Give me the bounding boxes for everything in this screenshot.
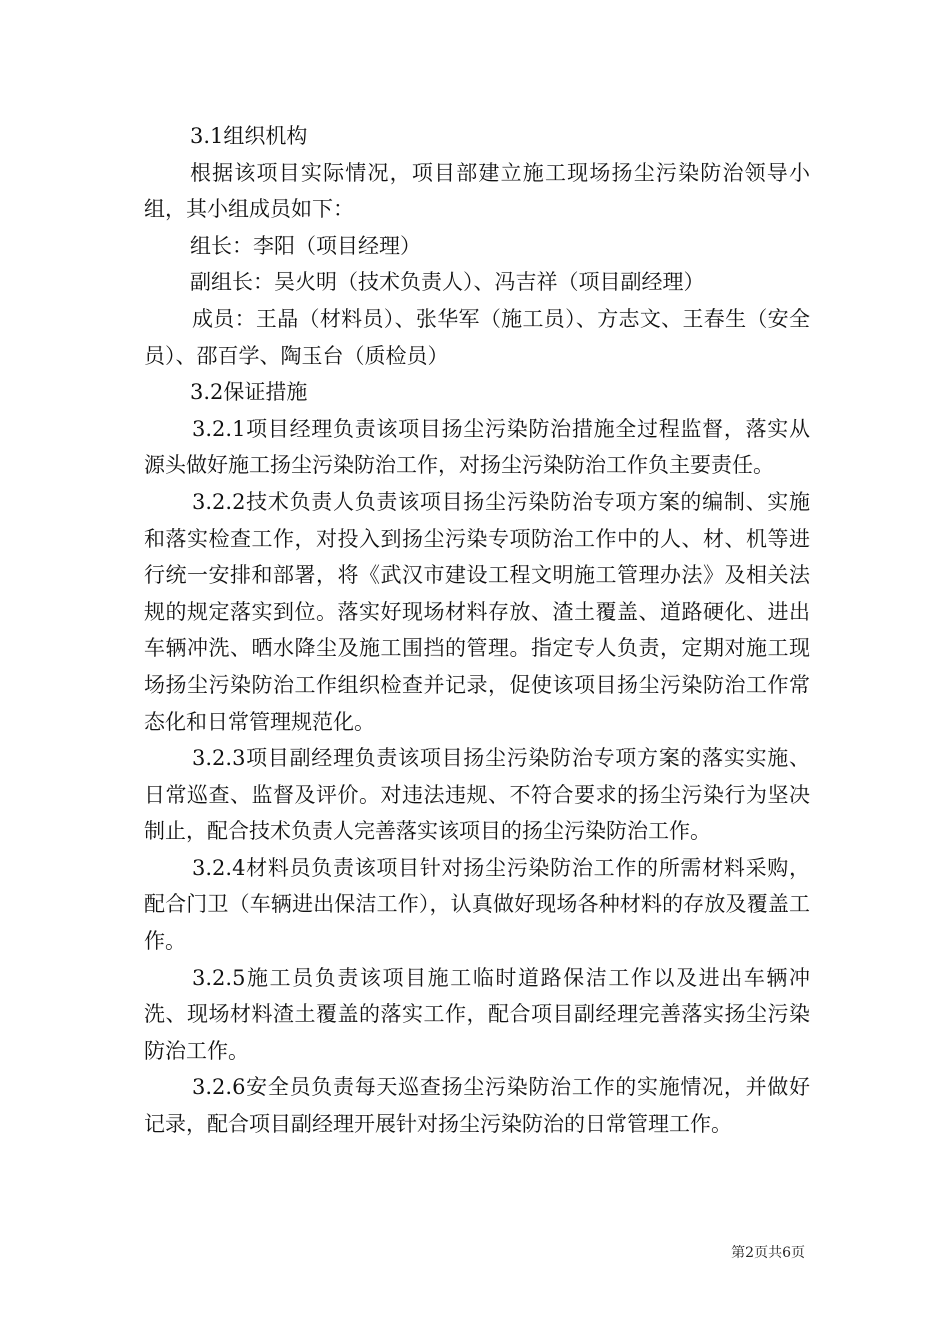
document-body (144, 118, 810, 1143)
paragraph-3-2-3: 3.2.3项目副经理负责该项目扬尘污染防治专项方案的落实实施、日常巡查、监督及评价。对违法违规、不符合要求的扬尘污染行为坚决制止，配合技术负责人完善落实该项目的扬尘污染防治工作。 (144, 746, 810, 844)
paragraph-deputy-leader: 副组长：吴火明（技术负责人）、冯吉祥（项目副经理） (190, 270, 705, 295)
paragraph-3-2-4: 3.2.4材料员负责该项目针对扬尘污染防治工作的所需材料采购，配合门卫（车辆进出保洁工作），认真做好现场各种材料的存放及覆盖工作。 (144, 855, 810, 954)
paragraph-org-intro: 根据该项目实际情况，项目部建立施工现场扬尘污染防治领导小组，其小组成员如下： (144, 160, 810, 222)
paragraph-members: 成员：王晶（材料员）、张华军（施工员）、方志文、王春生（安全员）、邵百学、陶玉台（质检员） (144, 306, 810, 368)
paragraph-3-2-2: 3.2.2技术负责人负责该项目扬尘污染防治专项方案的编制、实施和落实检查工作，对投入到扬尘污染专项防治工作中的人、材、机等进行统一安排和部署，将《武汉市建设工程文明施工管理办法》及相关法规的规定落实到位。落实好现场材料存放、渣土覆盖、道路硬化、进出车辆冲洗、晒水降尘及施工围挡的管理。指定专人负责，定期对施工现场扬尘污染防治工作组织检查并记录，促使该项目扬尘污染防治工作常态化和日常管理规范化。 (144, 489, 810, 734)
section-heading-3-1: 3.1组织机构 (190, 124, 308, 148)
paragraph-group-leader: 组长：李阳（项目经理） (190, 233, 421, 258)
section-heading-3-2: 3.2保证措施 (190, 380, 308, 405)
paragraph-3-2-1: 3.2.1项目经理负责该项目扬尘污染防治措施全过程监督，落实从源头做好施工扬尘污染防治工作，对扬尘污染防治工作负主要责任。 (144, 416, 810, 478)
page-number: 第2页共6页 (731, 1245, 805, 1261)
paragraph-3-2-6: 3.2.6安全员负责每天巡查扬尘污染防治工作的实施情况，并做好记录，配合项目副经理开展针对扬尘污染防治的日常管理工作。 (144, 1075, 810, 1137)
paragraph-3-2-5: 3.2.5施工员负责该项目施工临时道路保洁工作以及进出车辆冲洗、现场材料渣土覆盖的落实工作，配合项目副经理完善落实扬尘污染防治工作。 (144, 965, 810, 1063)
